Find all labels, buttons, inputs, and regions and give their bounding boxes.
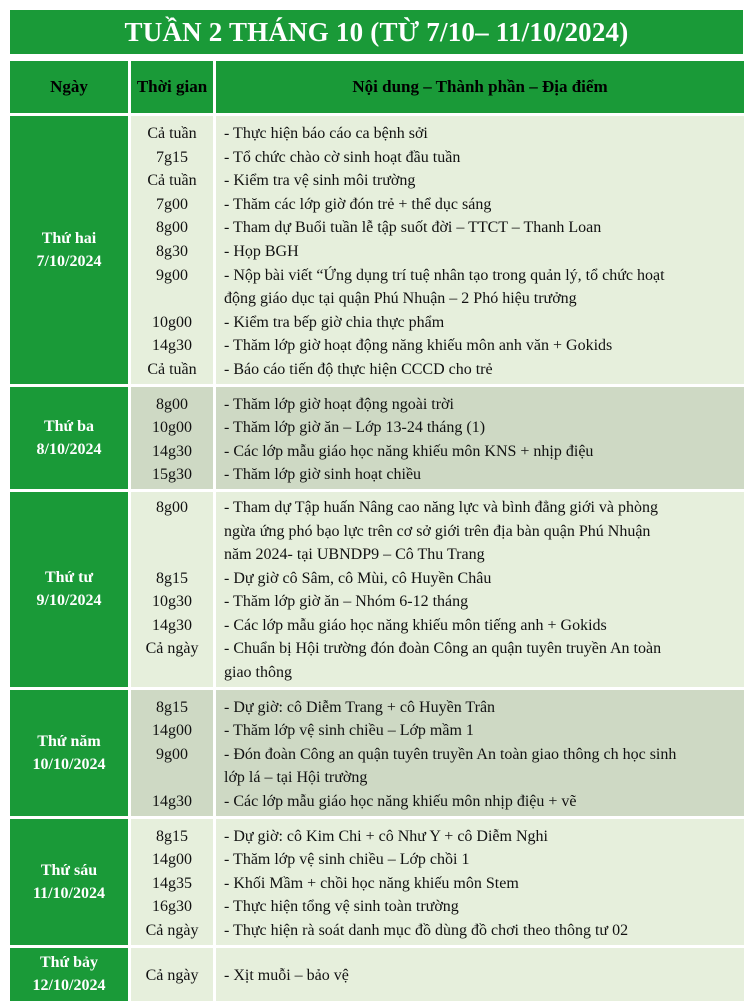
content-line: - Các lớp mẫu giáo học năng khiếu môn tiếng anh + Gokids (224, 616, 607, 634)
header-content: Nội dung – Thành phần – Địa điểm (213, 61, 744, 113)
schedule-table (10, 58, 744, 1004)
time-entry (131, 520, 213, 544)
time-entry: 10g30 (152, 593, 192, 611)
time-entry (131, 287, 213, 311)
day-cell (10, 387, 128, 489)
day-date: 8/10/2024 (36, 440, 102, 458)
content-line: - Tổ chức chào cờ sinh hoạt đầu tuần (224, 148, 461, 166)
day-name: Thứ tư (44, 569, 94, 587)
content-cell (213, 948, 744, 1002)
time-entry (131, 661, 213, 685)
day-cell (10, 690, 128, 816)
time-entry: 14g00 (152, 851, 192, 869)
day-cell (10, 116, 128, 384)
content-line: - Kiểm tra vệ sinh môi trường (224, 172, 416, 190)
content-cell (213, 387, 744, 489)
time-entry: 9g00 (156, 745, 188, 763)
time-entry: 14g35 (152, 874, 192, 892)
time-entry: Cả tuần (147, 172, 197, 190)
content-line: - Dự giờ: cô Kim Chi + cô Như Y + cô Diễm Nghi (224, 827, 548, 845)
content-line: giao thông (224, 664, 292, 682)
time-cell (128, 948, 213, 1002)
day-name: Thứ bảy (39, 954, 99, 972)
day-date: 10/10/2024 (32, 755, 106, 773)
day-row (10, 819, 744, 945)
content-line: - Xịt muỗi – bảo vệ (224, 966, 349, 984)
content-line: - Thực hiện tổng vệ sinh toàn trường (224, 898, 459, 916)
time-entry: 9g00 (156, 266, 188, 284)
time-entry: 14g30 (152, 616, 192, 634)
time-entry: 8g30 (156, 242, 188, 260)
header-day: Ngày (10, 61, 128, 113)
content-line: - Khối Mầm + chồi học năng khiếu môn Stem (224, 874, 519, 892)
content-line: - Đón đoàn Công an quận tuyên truyền An toàn giao thông ch học sinh (224, 745, 677, 763)
time-entry: 8g15 (156, 698, 188, 716)
time-entry: 14g30 (152, 442, 192, 460)
day-cell (10, 819, 128, 945)
time-entry: Cả tuần (147, 360, 197, 378)
time-entry (131, 766, 213, 790)
content-cell (213, 819, 744, 945)
time-entry: 8g00 (156, 498, 188, 516)
time-entry: 8g15 (156, 827, 188, 845)
time-entry: 14g30 (152, 337, 192, 355)
time-entry: 14g30 (152, 793, 192, 811)
content-line: - Thực hiện báo cáo ca bệnh sởi (224, 125, 428, 142)
content-cell (213, 492, 744, 687)
time-entry (131, 543, 213, 567)
time-entry: Cả ngày (145, 640, 199, 658)
day-cell (10, 948, 128, 1002)
content-line: năm 2024- tại UBNDP9 – Cô Thu Trang (224, 546, 485, 564)
table-header-row (10, 61, 744, 113)
time-entry: 14g00 (152, 722, 192, 740)
time-entry: Cả tuần (147, 125, 197, 142)
content-line: - Thăm lớp giờ hoạt động ngoài trời (224, 395, 454, 413)
content-line: - Chuẩn bị Hội trường đón đoàn Công an quận tuyên truyền An toàn (224, 640, 662, 658)
day-date: 7/10/2024 (36, 252, 102, 270)
day-row (10, 116, 744, 384)
time-entry: 8g00 (156, 219, 188, 237)
day-row (10, 492, 744, 687)
time-entry: 8g00 (156, 395, 188, 413)
day-name: Thứ ba (43, 417, 95, 435)
content-cell (213, 690, 744, 816)
time-entry: 8g15 (156, 569, 188, 587)
time-cell (128, 690, 213, 816)
time-entry: 10g00 (152, 313, 192, 331)
content-line: - Kiểm tra bếp giờ chia thực phẩm (224, 313, 445, 331)
content-line: - Thăm lớp giờ hoạt động năng khiếu môn anh văn + Gokids (224, 337, 613, 355)
day-row (10, 387, 744, 489)
content-line: - Tham dự Buổi tuần lễ tập suốt đời – TTCT – Thanh Loan (224, 219, 602, 237)
header-time: Thời gian (128, 61, 213, 113)
content-line: - Thực hiện rà soát danh mục đồ dùng đồ chơi theo thông tư 02 (224, 922, 629, 939)
content-line: - Dự giờ: cô Diễm Trang + cô Huyền Trân (224, 698, 496, 716)
time-entry: 15g30 (152, 466, 192, 484)
time-entry: 7g15 (156, 148, 188, 166)
content-cell (213, 116, 744, 384)
content-line: - Báo cáo tiến độ thực hiện CCCD cho trẻ (224, 360, 493, 378)
content-line: - Thăm lớp vệ sinh chiều – Lớp mầm 1 (224, 722, 474, 740)
day-row (10, 690, 744, 816)
day-cell (10, 492, 128, 687)
content-line: - Các lớp mẫu giáo học năng khiếu môn nhịp điệu + vẽ (224, 793, 577, 811)
time-entry: Cả ngày (145, 966, 199, 984)
time-cell (128, 116, 213, 384)
content-line: ngừa ứng phó bạo lực trên cơ sở giới trên địa bàn quận Phú Nhuận (224, 522, 651, 540)
day-date: 12/10/2024 (32, 977, 106, 995)
content-line: động giáo dục tại quận Phú Nhuận – 2 Phó hiệu trưởng (224, 290, 577, 308)
page-title: TUẦN 2 THÁNG 10 (TỪ 7/10– 11/10/2024) (10, 10, 743, 54)
time-entry: 7g00 (156, 195, 188, 213)
content-line: - Thăm các lớp giờ đón trẻ + thể dục sáng (224, 195, 492, 213)
time-entry: 10g00 (152, 419, 192, 437)
time-entry: 16g30 (152, 898, 192, 916)
day-date: 11/10/2024 (32, 884, 105, 902)
content-line: - Thăm lớp giờ sinh hoạt chiều (224, 466, 422, 484)
time-entry: Cả ngày (145, 922, 199, 939)
content-line: - Thăm lớp giờ ăn – Lớp 13-24 tháng (1) (224, 419, 486, 437)
content-line: - Tham dự Tập huấn Nâng cao năng lực và bình đẳng giới và phòng (224, 498, 658, 516)
content-line: - Các lớp mẫu giáo học năng khiếu môn KNS + nhịp điệu (224, 442, 594, 460)
content-line: - Thăm lớp vệ sinh chiều – Lớp chồi 1 (224, 851, 470, 869)
content-line: - Thăm lớp giờ ăn – Nhóm 6-12 tháng (224, 593, 469, 611)
time-cell (128, 492, 213, 687)
content-line: - Nộp bài viết “Ứng dụng trí tuệ nhân tạo trong quản lý, tổ chức hoạt (224, 266, 665, 284)
content-line: - Dự giờ cô Sâm, cô Mùi, cô Huyền Châu (224, 569, 492, 587)
day-date: 9/10/2024 (36, 592, 102, 610)
day-name: Thứ hai (41, 229, 97, 247)
day-row (10, 948, 744, 1002)
time-cell (128, 387, 213, 489)
time-cell (128, 819, 213, 945)
day-name: Thứ sáu (40, 861, 98, 879)
day-name: Thứ năm (37, 732, 101, 750)
content-line: - Họp BGH (224, 242, 299, 260)
content-line: lớp lá – tại Hội trường (224, 769, 368, 787)
